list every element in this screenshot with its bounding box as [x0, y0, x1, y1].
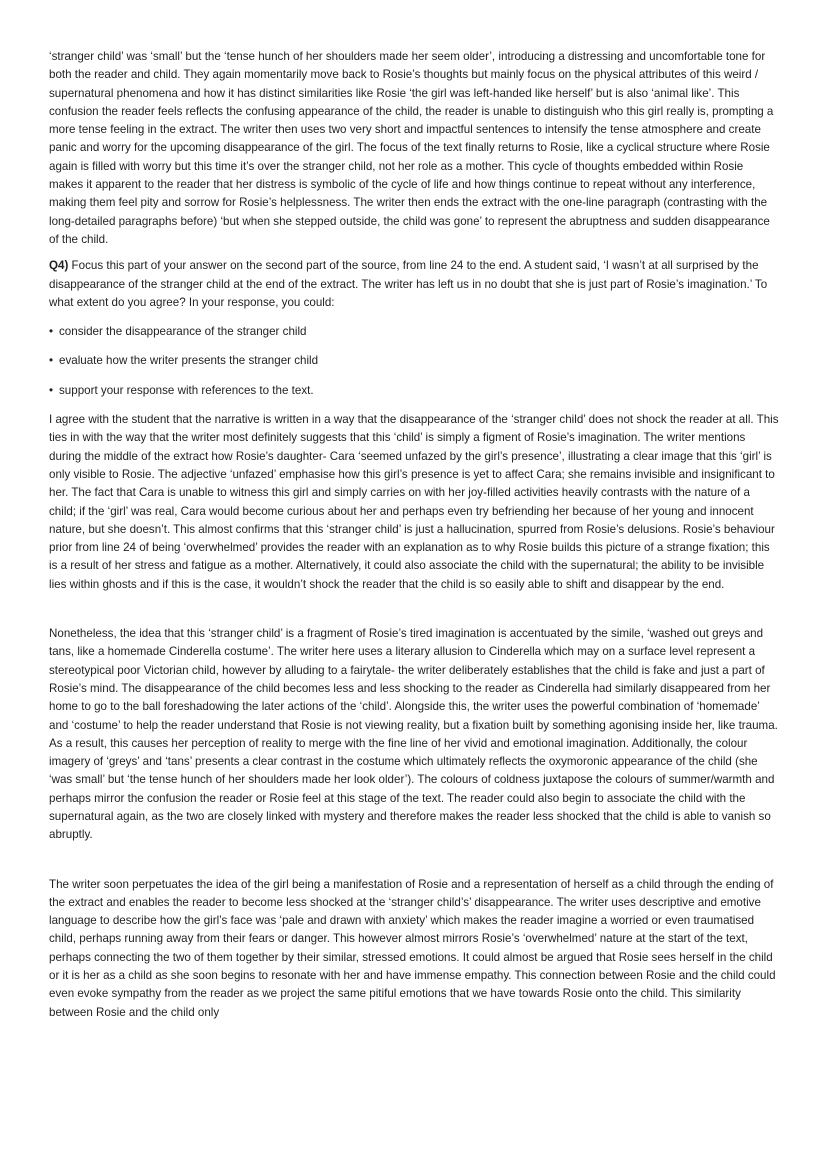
paragraph-gap: [49, 853, 780, 876]
bullet-text: consider the disappearance of the stranger child: [59, 325, 307, 339]
question-4: [49, 257, 780, 312]
intro-paragraph: ‘stranger child’ was ‘small’ but the ‘tense hunch of her shoulders made her seem older’, introducing a distressing and uncomfortable tone for both the reader and child. They again momentarily move back to Rosie’s thoughts but mainly focus on the physical attributes of this weird / supernatural phenomena and how it has distinct similarities like Rosie ‘the girl was left-handed like herself’ but is also ‘animal like’. This confusion the reader feels reflects the confusing appearance of the child, the reader is unable to distinguish who this girl really is, prompting a more tense feeling in the extract. The writer then uses two very short and impactful sentences to intensify the tense atmosphere and create panic and worry for the upcoming disappearance of the girl. The focus of the text finally returns to Rosie, like a cyclical structure where Rosie again is filled with worry but this time it’s over the stranger child, not her role as a mother. This cycle of thoughts embedded within Rosie makes it apparent to the reader that her distress is symbolic of the cycle of life and how things continue to repeat without any interference, making them feel pity and sorrow for Rosie’s helplessness. The writer then ends the extract with the one-line paragraph (contrasting with the long-detailed paragraphs before) ‘but when she stepped outside, the child was gone’ to represent the abruptness and sudden disappearance of the child.: [49, 50, 774, 246]
bullet-item: [49, 323, 780, 341]
answer-paragraph: I agree with the student that the narrative is written in a way that the disappearance of the ‘stranger child’ does not shock the reader at all. This ties in with the way that the writer most definitely suggests that this ‘child’ is simply a figment of Rosie’s imagination. The writer mentions during the middle of the extract how Rosie’s daughter- Cara ‘seemed unfazed by the girl’s presence’, illustrating a clear image that this ‘girl’ is only visible to Rosie. The adjective ‘unfazed’ emphasise how this girl’s presence is yet to affect Cara; she remains invisible and insignificant to her. The fact that Cara is unable to witness this girl and simply carries on with her joy-filled activities heavily contrasts with the nature of a child; if the ‘girl’ was real, Cara would become curious about her and perhaps even try befriending her because of her young and innocent nature, but she doesn’t. This almost confirms that this ‘stranger child’ is just a hallucination, spurred from Rosie’s delusions. Rosie’s behaviour prior from line 24 of being ‘overwhelmed’ provides the reader with an explanation as to why Rosie builds this picture of a strange fixation; this is a result of her stress and fatigue as a mother. Alternatively, it could also associate the child with the supernatural; the ability to be invisible lies within ghosts and if this is the case, it wouldn’t shock the reader that the child is so easily able to shift and disappear by the end.: [49, 413, 779, 591]
question-4-label: Q4): [49, 259, 69, 273]
bullet-dot-icon: •: [49, 325, 54, 339]
bullet-text: support your response with references to the text.: [59, 383, 314, 397]
bullet-item: [49, 382, 780, 400]
bullet-dot-icon: •: [49, 383, 54, 397]
answer-paragraph: Nonetheless, the idea that this ‘stranger child’ is a fragment of Rosie’s tired imagination is accentuated by the simile, ‘washed out greys and tans, like a homemade Cinderella costume’. The writer here uses a literary allusion to Cinderella which may on a surface level represent a stereotypical poor Victorian child, however by alluding to a fairytale- the writer deliberately establishes that the child is fake and just a part of Rosie’s mind. The disappearance of the child becomes less and less shocking to the reader as Cinderella had similarly disappeared from her home to go to the ball foreshadowing the later actions of the ‘child’. Alongside this, the writer uses the powerful combination of ‘homemade’ and ‘costume’ to help the reader understand that Rosie is not viewing reality, but a fixation built by something agonising inside her, like trauma. As a result, this causes her perception of reality to merge with the fine line of her vivid and emotional imagination. Additionally, the colour imagery of ‘greys’ and ‘tans’ presents a clear contrast in the costume which ultimately reflects the oxymoronic appearance of the child (she ‘was small’ but ‘the tense hunch of her shoulders made her look older’). The colours of coldness juxtapose the colours of summer/warmth and perhaps mirror the confusion the reader or Rosie feel at this stage of the text. The reader could also begin to associate the child with the supernatural again, as the two are closely linked with mystery and therefore makes the reader less shocked that the child is able to vanish so abruptly.: [49, 627, 778, 842]
bullet-item: [49, 352, 780, 370]
bullet-dot-icon: •: [49, 354, 54, 368]
question-4-text: Focus this part of your answer on the second part of the source, from line 24 to the end. A student said, ‘I wasn’t at all surprised by the disappearance of the stranger child at the end of the extract. The writer has left us in no doubt that she is just part of Rosie’s imagination.’ To what extent do you agree? In your response, you could:: [49, 259, 768, 309]
bullet-text: evaluate how the writer presents the stranger child: [59, 354, 319, 368]
paragraph-gap: [49, 602, 780, 625]
answer-paragraph: The writer soon perpetuates the idea of the girl being a manifestation of Rosie and a representation of herself as a child through the ending of the extract and enables the reader to become less shocked at the ‘stranger child’s’ disappearance. The writer uses descriptive and emotive language to describe how the girl’s face was ‘pale and drawn with anxiety’ which makes the reader imagine a worried or even traumatised child, perhaps running away from their fears or danger. This however almost mirrors Rosie’s ‘overwhelmed’ nature at the start of the text, perhaps connecting the two of them together by their similar, stressed emotions. It could almost be argued that Rosie sees herself in the child or it is her as a child as she soon begins to resonate with her and have immense empathy. This connection between Rosie and the child could even evoke sympathy from the reader as we project the same pitiful emotions that we have towards Rosie onto the child. This similarity between Rosie and the child only: [49, 877, 776, 1019]
